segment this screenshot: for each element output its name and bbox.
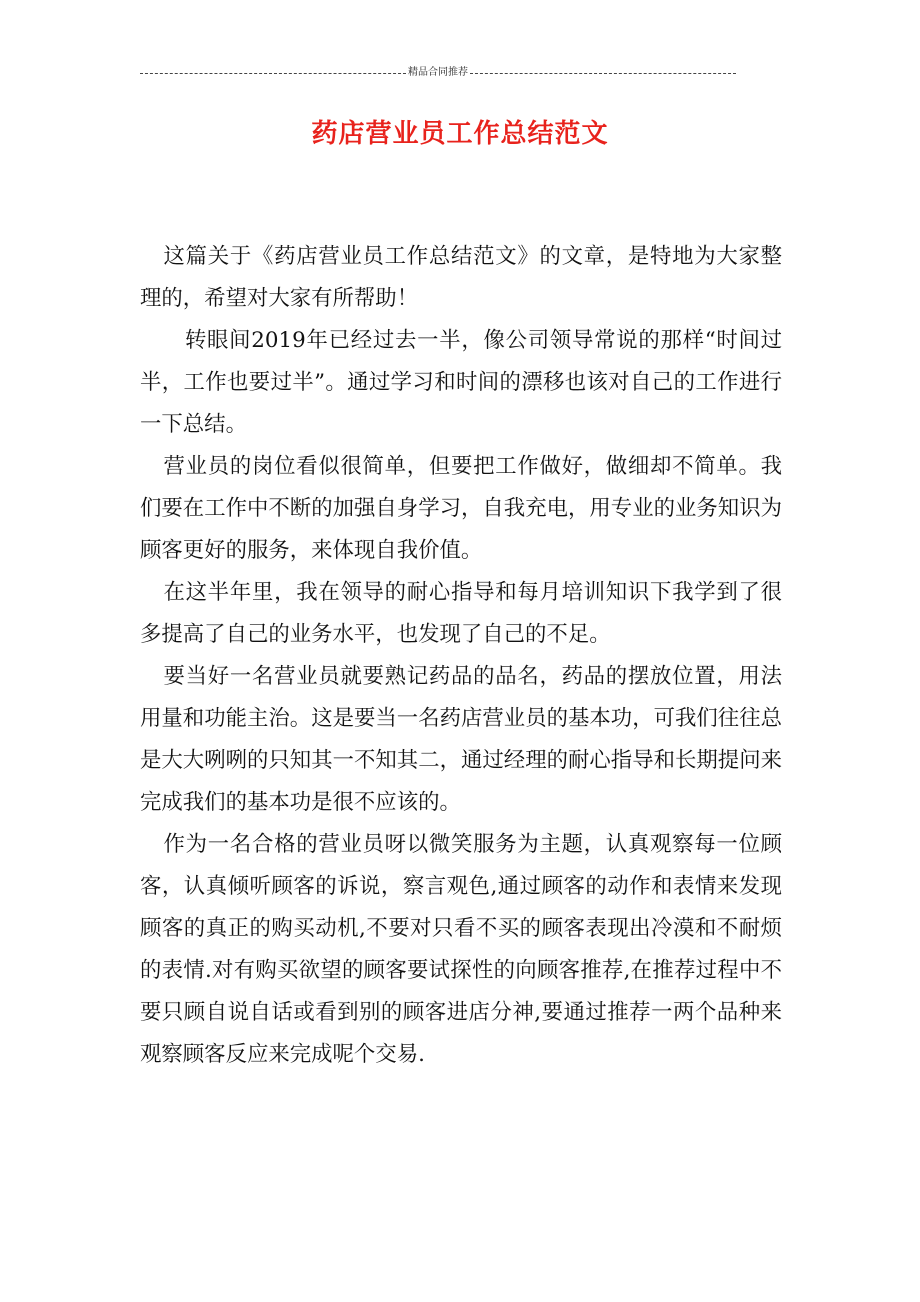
paragraph: 作为一名合格的营业员呀以微笑服务为主题，认真观察每一位顾客，认真倾听顾客的诉说，察言观色,通过顾客的动作和表情来发现顾客的真正的购买动机,不要对只看不买的顾客表现出冷漠和不耐烦的表情.对有购买欲望的顾客要试探性的向顾客推荐,在推荐过程中不要只顾自说自话或看到别的顾客进店分神,要通过推荐一两个品种来观察顾客反应来完成呢个交易. <box>140 832 782 1067</box>
header-dash-right <box>470 73 736 74</box>
paragraph: 转眼间2019年已经过去一半，像公司领导常说的那样“时间过半，工作也要过半”。通过学习和时间的漂移也该对自己的工作进行一下总结。 <box>140 328 782 437</box>
paragraph: 在这半年里，我在领导的耐心指导和每月培训知识下我学到了很多提高了自己的业务水平，也发现了自己的不足。 <box>140 580 782 647</box>
paragraph-intro: 这篇关于《药店营业员工作总结范文》的文章，是特地为大家整理的，希望对大家有所帮助！ <box>140 244 782 311</box>
document-body <box>140 236 782 1076</box>
header-tag: 精品合同推荐 <box>408 67 468 78</box>
header-dash-left <box>140 73 406 74</box>
header-rule <box>140 66 736 80</box>
paragraph: 营业员的岗位看似很简单，但要把工作做好，做细却不简单。我们要在工作中不断的加强自身学习，自我充电，用专业的业务知识为顾客更好的服务，来体现自我价值。 <box>140 454 782 563</box>
paragraph: 要当好一名营业员就要熟记药品的品名，药品的摆放位置，用法用量和功能主治。这是要当一名药店营业员的基本功，可我们往往总是大大咧咧的只知其一不知其二，通过经理的耐心指导和长期提问来完成我们的基本功是很不应该的。 <box>140 664 782 815</box>
document-title: 药店营业员工作总结范文 <box>311 119 609 149</box>
